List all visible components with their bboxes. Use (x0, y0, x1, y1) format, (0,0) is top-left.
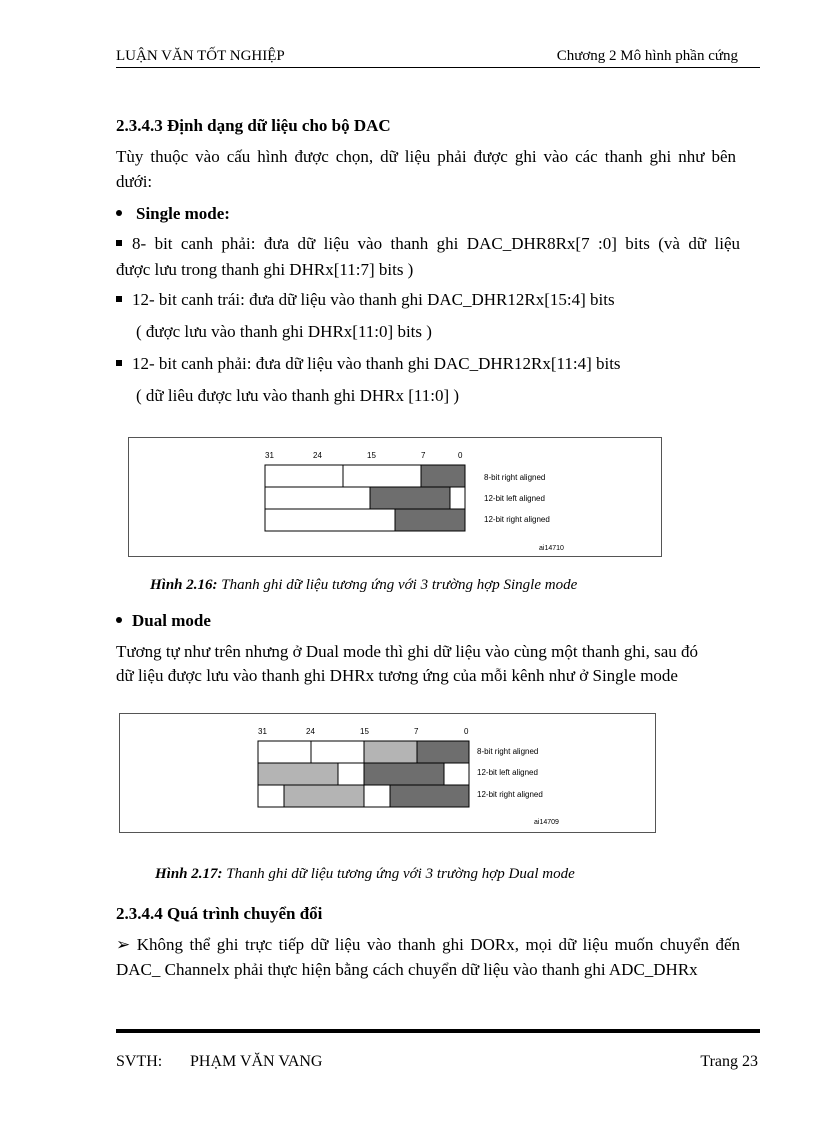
register-cell-empty (364, 785, 390, 807)
single-mode-heading (116, 200, 230, 228)
section-title: 2.3.4.3 Định dạng dữ liệu cho bộ DAC (116, 116, 391, 135)
register-cell-empty (265, 509, 395, 531)
register-cell-empty (258, 785, 284, 807)
intro-line-2: dưới: (116, 172, 153, 191)
bit-label: 15 (360, 727, 369, 736)
bit-label: 0 (458, 451, 463, 460)
register-cell-empty (450, 487, 465, 509)
bit-labels (265, 451, 463, 460)
figure-single-mode (128, 437, 662, 557)
register-cell-empty (444, 763, 469, 785)
item-3-line-2: ( dữ liêu được lưu vào thanh ghi DHRx [11:0] ) (136, 386, 460, 405)
register-cell-data (284, 785, 364, 807)
figure-ref: ai14710 (539, 545, 564, 552)
figure-ref: ai14709 (534, 819, 559, 826)
single-mode-label: Single mode: (136, 204, 230, 223)
row-label: 12-bit right aligned (484, 515, 550, 524)
dual-mode-heading (116, 607, 211, 635)
intro-line-1: Tùy thuộc vào cấu hình được chọn, dữ liệu phải được ghi vào các thanh ghi như bên (116, 147, 736, 166)
item-2-line-2: ( được lưu vào thanh ghi DHRx[11:0] bits ) (136, 322, 432, 341)
section-title: 2.3.4.4 Quá trình chuyển đổi (116, 904, 323, 923)
footer-author: PHẠM VĂN VANG (190, 1053, 323, 1070)
header-right: Chương 2 Mô hình phần cứng (556, 48, 738, 64)
register-cell-data (390, 785, 469, 807)
figure-caption (155, 866, 575, 883)
caption-text: Thanh ghi dữ liệu tương ứng với 3 trường hợp Single mode (221, 577, 578, 593)
conversion-line-1: ➢ Không thể ghi trực tiếp dữ liệu vào thanh ghi DORx, mọi dữ liệu muốn chuyển đến (116, 935, 740, 954)
bullet-icon (116, 210, 122, 216)
caption-number: Hình 2.17: (155, 866, 223, 882)
item-2-text: 12- bit canh trái: đưa dữ liệu vào thanh ghi DAC_DHR12Rx[15:4] bits (132, 290, 615, 309)
register-cell-data (421, 465, 465, 487)
bit-label: 7 (414, 727, 419, 736)
footer-page-number: Trang 23 (700, 1053, 758, 1070)
square-bullet-icon (116, 360, 122, 366)
square-bullet-icon (116, 296, 122, 302)
footer-rule (116, 1029, 760, 1033)
item-1-line-1 (116, 230, 740, 258)
bit-label: 0 (464, 727, 469, 736)
dual-line-1: Tương tự như trên nhưng ở Dual mode thì ghi dữ liệu vào cùng một thanh ghi, sau đó (116, 642, 699, 661)
register-cell-data (370, 487, 450, 509)
item-2-line-1 (116, 286, 615, 314)
footer-svth-label: SVTH: (116, 1053, 163, 1070)
bit-label: 24 (306, 727, 315, 736)
register-cell-empty (338, 763, 364, 785)
register-cell-empty (265, 487, 370, 509)
register-cell-data (364, 741, 417, 763)
bit-label: 31 (265, 451, 274, 460)
register-cell-data (417, 741, 469, 763)
row-label: 12-bit left aligned (477, 768, 538, 777)
caption-text: Thanh ghi dữ liệu tương ứng với 3 trường hợp Dual mode (226, 866, 575, 882)
figure-dual-mode (119, 713, 656, 833)
bit-label: 31 (258, 727, 267, 736)
row-label: 12-bit left aligned (484, 494, 545, 503)
bit-label: 7 (421, 451, 426, 460)
register-cell-data (364, 763, 444, 785)
dual-mode-label: Dual mode (132, 611, 211, 630)
item-3-text: 12- bit canh phải: đưa dữ liệu vào thanh ghi DAC_DHR12Rx[11:4] bits (132, 354, 621, 373)
row-label: 8-bit right aligned (484, 473, 546, 482)
row-label: 8-bit right aligned (477, 747, 539, 756)
register-cell-data (258, 763, 338, 785)
item-3-line-1 (116, 350, 621, 378)
row-label: 12-bit right aligned (477, 790, 543, 799)
square-bullet-icon (116, 240, 122, 246)
item-1-line-2: được lưu trong thanh ghi DHRx[11:7] bits ) (116, 260, 414, 279)
conversion-line-2: DAC_ Channelx phải thực hiện bằng cách chuyển dữ liệu vào thanh ghi ADC_DHRx (116, 960, 698, 979)
header-rule (116, 67, 760, 68)
bit-label: 15 (367, 451, 376, 460)
header-left: LUẬN VĂN TỐT NGHIỆP (116, 48, 285, 64)
dual-line-2: dữ liệu được lưu vào thanh ghi DHRx tương ứng của mỗi kênh như ở Single mode (116, 666, 678, 685)
item-1-text: 8- bit canh phải: đưa dữ liệu vào thanh ghi DAC_DHR8Rx[7 :0] bits (và dữ liệu (132, 234, 740, 253)
bullet-icon (116, 617, 122, 623)
bit-label: 24 (313, 451, 322, 460)
figure-caption (150, 577, 577, 594)
caption-number: Hình 2.16: (150, 577, 218, 593)
register-cell-data (395, 509, 465, 531)
